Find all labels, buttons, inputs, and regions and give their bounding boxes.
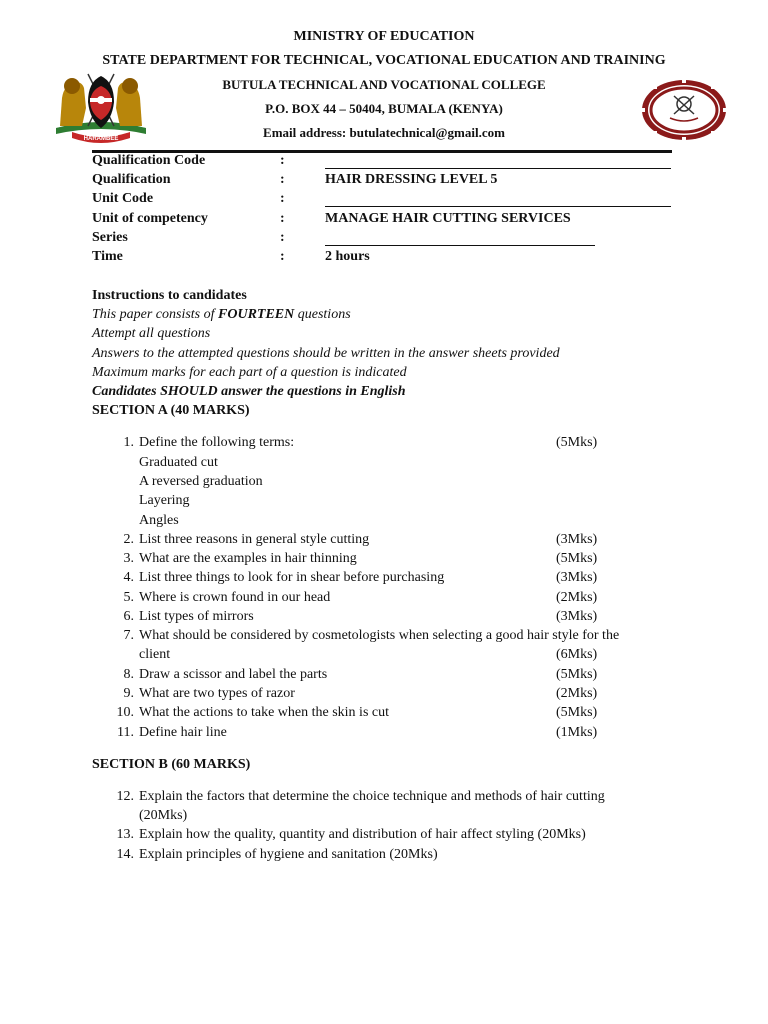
qualification-code-label: Qualification Code (92, 153, 206, 168)
question-number: 3. (123, 551, 134, 566)
question-marks: (2Mks) (556, 590, 598, 605)
colon: : (280, 249, 285, 264)
instruction-line1-post: questions (294, 307, 351, 322)
college-seal-icon (640, 78, 728, 142)
question-number: 2. (123, 532, 134, 547)
question-number: 4. (123, 570, 134, 585)
question-number: 10. (116, 705, 134, 720)
question-text: Draw a scissor and label the parts (139, 667, 328, 682)
instructions-heading: Instructions to candidates (92, 288, 247, 303)
question-text: Explain how the quality, quantity and distribution of hair affect styling (20Mks) (139, 827, 586, 842)
question-text-continued: (20Mks) (139, 808, 188, 823)
instruction-line: Answers to the attempted questions should be written in the answer sheets provided (92, 346, 560, 361)
colon: : (280, 230, 285, 245)
question-text: List types of mirrors (139, 609, 254, 624)
section-b-title: SECTION B (60 MARKS) (92, 757, 251, 772)
qualification-value: HAIR DRESSING LEVEL 5 (325, 172, 498, 187)
instruction-line: Candidates SHOULD answer the questions in English (92, 384, 406, 399)
question-number: 1. (123, 435, 134, 450)
question-text-continued: client (139, 647, 171, 662)
colon: : (280, 191, 285, 206)
sub-item: A reversed graduation (139, 474, 263, 489)
section-a-title: SECTION A (40 MARKS) (92, 403, 250, 418)
colon: : (280, 172, 285, 187)
unit-code-label: Unit Code (92, 191, 154, 206)
question-number: 8. (123, 667, 134, 682)
question-marks: (2Mks) (556, 686, 598, 701)
question-marks: (1Mks) (556, 725, 598, 740)
question-number: 14. (116, 847, 134, 862)
kenya-coat-of-arms-icon (52, 68, 150, 144)
question-number: 9. (123, 686, 134, 701)
question-number: 7. (123, 628, 134, 643)
colon: : (280, 211, 285, 226)
question-text: Define the following terms: (139, 435, 295, 450)
question-marks: (5Mks) (556, 551, 598, 566)
question-number: 12. (116, 789, 134, 804)
blank-line (325, 168, 671, 169)
sub-item: Layering (139, 493, 190, 508)
email-address: Email address: butulatechnical@gmail.com (263, 125, 505, 140)
question-text: What should be considered by cosmetologists when selecting a good hair style for the (139, 628, 620, 643)
sub-item: Graduated cut (139, 455, 218, 470)
question-marks: (3Mks) (556, 609, 598, 624)
unit-of-competency-label: Unit of competency (92, 211, 208, 226)
postal-address: P.O. BOX 44 – 50404, BUMALA (KENYA) (265, 101, 503, 116)
instruction-line1-emph: FOURTEEN (218, 307, 295, 322)
question-text: Explain the factors that determine the choice technique and methods of hair cutting (139, 789, 605, 804)
blank-line (325, 245, 595, 246)
time-value: 2 hours (325, 249, 370, 264)
question-marks: (3Mks) (556, 570, 598, 585)
qualification-label: Qualification (92, 172, 171, 187)
question-number: 13. (116, 827, 134, 842)
colon: : (280, 153, 285, 168)
question-marks: (6Mks) (556, 647, 598, 662)
question-text: Define hair line (139, 725, 227, 740)
question-text: What are the examples in hair thinning (139, 551, 357, 566)
motto-text: HARAMBEE (83, 136, 119, 142)
question-text: What the actions to take when the skin is cut (139, 705, 389, 720)
instruction-line: Maximum marks for each part of a question is indicated (92, 365, 407, 380)
series-label: Series (92, 230, 128, 245)
instruction-line1-pre: This paper consists of (92, 307, 219, 322)
question-text: Explain principles of hygiene and sanitation (20Mks) (139, 847, 438, 862)
question-marks: (5Mks) (556, 435, 598, 450)
question-marks: (5Mks) (556, 705, 598, 720)
question-marks: (5Mks) (556, 667, 598, 682)
sub-item: Angles (139, 513, 179, 528)
ministry-title: MINISTRY OF EDUCATION (293, 29, 475, 44)
instruction-line: Attempt all questions (92, 326, 211, 341)
department-title: STATE DEPARTMENT FOR TECHNICAL, VOCATIONAL EDUCATION AND TRAINING (102, 53, 666, 68)
instruction-line (92, 307, 351, 323)
blank-line (325, 206, 671, 207)
question-number: 11. (117, 725, 134, 740)
unit-of-competency-value: MANAGE HAIR CUTTING SERVICES (325, 211, 571, 226)
question-number: 6. (123, 609, 134, 624)
question-number: 5. (123, 590, 134, 605)
question-text: List three things to look for in shear before purchasing (139, 570, 445, 585)
time-label: Time (92, 249, 123, 264)
question-text: What are two types of razor (139, 686, 295, 701)
college-name: BUTULA TECHNICAL AND VOCATIONAL COLLEGE (222, 77, 546, 92)
question-marks: (3Mks) (556, 532, 598, 547)
question-text: List three reasons in general style cutting (139, 532, 370, 547)
question-text: Where is crown found in our head (139, 590, 331, 605)
